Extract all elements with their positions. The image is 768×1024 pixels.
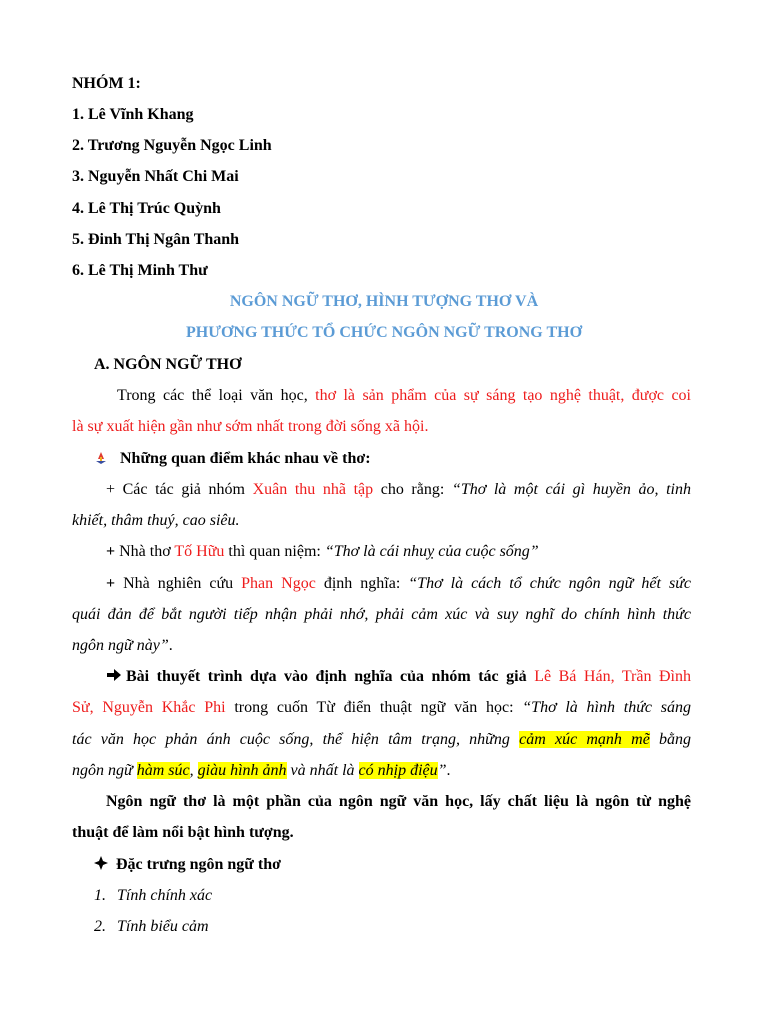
definition-line-1 bbox=[106, 661, 691, 692]
intro-highlight-text: thơ là sản phẩm của sự sáng tạo nghệ thuật, được coi bbox=[315, 387, 691, 404]
definition-quote-part-4: và nhất là bbox=[286, 762, 359, 779]
diamond-icon bbox=[94, 856, 108, 870]
definition-comma: , bbox=[189, 762, 198, 779]
feature-item-1 bbox=[94, 880, 718, 911]
member-5: 5. Đinh Thị Ngân Thanh bbox=[72, 231, 240, 248]
view-1-author: Xuân thu nhã tập bbox=[252, 481, 374, 498]
view-2-mid: thì quan niệm: bbox=[224, 543, 325, 560]
summary-line-2: thuật để làm nổi bật hình tượng. bbox=[72, 824, 294, 841]
view-3-author: Phan Ngọc bbox=[241, 575, 316, 592]
view-3-line-3 bbox=[72, 630, 696, 661]
arrow-icon bbox=[106, 668, 122, 682]
definition-quote-part: tác văn học phản ánh cuộc sống, thể hiện tâm trạng, những bbox=[72, 731, 520, 748]
views-title: Những quan điểm khác nhau về thơ: bbox=[120, 450, 371, 467]
view-3-quote-end: ngôn ngữ này” bbox=[72, 637, 169, 654]
highlight-strong-emotion: cảm xúc mạnh mẽ bbox=[519, 731, 650, 748]
definition-period: . bbox=[446, 762, 451, 779]
highlight-rhythm: có nhịp điệu bbox=[358, 762, 438, 779]
view-1-mid: cho rằng: bbox=[373, 481, 452, 498]
features-title: Đặc trưng ngôn ngữ thơ bbox=[116, 856, 281, 873]
definition-quote-part-2: bằng bbox=[649, 731, 691, 748]
heading-line-1: NGÔN NGỮ THƠ, HÌNH TƯỢNG THƠ VÀ bbox=[229, 293, 539, 310]
definition-authors-2: Sử, Nguyễn Khắc Phi bbox=[72, 699, 226, 716]
feature-text: Tính biểu cảm bbox=[117, 918, 209, 935]
group-title: NHÓM 1: bbox=[72, 75, 141, 92]
member-3: 3. Nguyễn Nhất Chi Mai bbox=[72, 168, 239, 185]
view-2-line bbox=[106, 536, 730, 567]
intro-text: Trong các thể loại văn học, bbox=[117, 387, 316, 404]
view-3-line-2: quái đản để bắt người tiếp nhận phải nhớ, phải cảm xúc và suy nghĩ do chính hình thức bbox=[72, 606, 691, 623]
view-1-line-1 bbox=[106, 474, 691, 505]
view-2-prefix: Nhà thơ bbox=[115, 543, 175, 560]
highlight-concise: hàm súc bbox=[136, 762, 190, 779]
definition-quote-part-3: ngôn ngữ bbox=[72, 762, 137, 779]
definition-line-4 bbox=[72, 755, 696, 786]
feature-item-2 bbox=[94, 911, 718, 942]
section-a-title: A. NGÔN NGỮ THƠ bbox=[94, 356, 242, 373]
intro-line-2: là sự xuất hiện gần như sớm nhất trong đời sống xã hội. bbox=[72, 418, 429, 435]
view-3-plus: + bbox=[106, 575, 116, 592]
view-2-plus: + bbox=[106, 543, 116, 560]
heading-line-2: PHƯƠNG THỨC TỔ CHỨC NGÔN NGỮ TRONG THƠ bbox=[185, 324, 583, 341]
view-1-line-2: khiết, thâm thuý, cao siêu. bbox=[72, 512, 240, 529]
view-2-author: Tố Hữu bbox=[174, 543, 225, 560]
member-1: 1. Lê Vĩnh Khang bbox=[72, 106, 194, 123]
definition-authors-1: Lê Bá Hán, Trần Đình bbox=[534, 668, 692, 685]
definition-quote-start: “Thơ là hình thức sáng bbox=[522, 699, 692, 716]
view-1-quote: “Thơ là một cái gì huyền ảo, tinh bbox=[451, 481, 692, 498]
views-title-line bbox=[94, 443, 718, 474]
view-3-period: . bbox=[168, 637, 173, 654]
bullet-icon bbox=[94, 451, 108, 465]
definition-quote-close: ” bbox=[437, 762, 447, 779]
feature-number: 1. bbox=[94, 887, 106, 904]
feature-text: Tính chính xác bbox=[117, 887, 213, 904]
member-2: 2. Trương Nguyễn Ngọc Linh bbox=[72, 137, 272, 154]
view-1-prefix: + Các tác giả nhóm bbox=[106, 481, 253, 498]
highlight-imagery: giàu hình ảnh bbox=[197, 762, 287, 779]
definition-line-2 bbox=[72, 692, 691, 723]
view-2-quote: “Thơ là cái nhuỵ của cuộc sống” bbox=[324, 543, 539, 560]
definition-line-3 bbox=[72, 724, 691, 755]
summary-line-1: Ngôn ngữ thơ là một phần của ngôn ngữ văn học, lấy chất liệu là ngôn từ nghệ bbox=[106, 793, 691, 810]
view-3-mid: định nghĩa: bbox=[315, 575, 409, 592]
definition-intro: Bài thuyết trình dựa vào định nghĩa của nhóm tác giả bbox=[126, 668, 535, 685]
view-3-prefix: Nhà nghiên cứu bbox=[115, 575, 242, 592]
member-6: 6. Lê Thị Minh Thư bbox=[72, 262, 208, 279]
features-title-line bbox=[94, 849, 718, 880]
view-3-quote: “Thơ là cách tổ chức ngôn ngữ hết sức bbox=[408, 575, 692, 592]
intro-line-1 bbox=[117, 380, 691, 411]
definition-source: trong cuốn Từ điển thuật ngữ văn học: bbox=[225, 699, 523, 716]
feature-number: 2. bbox=[94, 918, 106, 935]
view-3-line-1 bbox=[106, 568, 691, 599]
member-4: 4. Lê Thị Trúc Quỳnh bbox=[72, 200, 221, 217]
